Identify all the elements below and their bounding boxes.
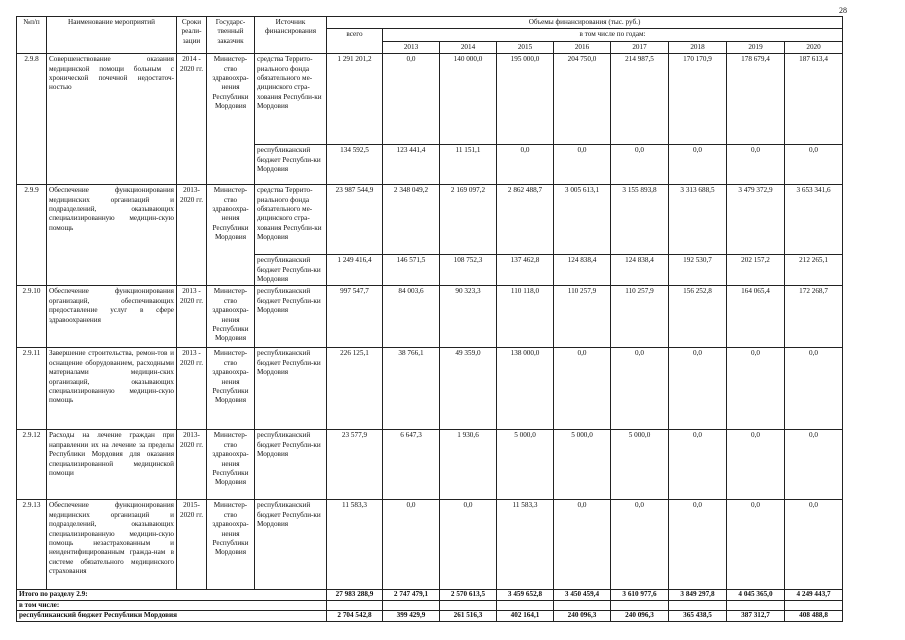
total-amount: 226 125,1 — [327, 348, 383, 430]
summary-year-amount: 402 164,1 — [497, 611, 554, 621]
year-amount: 0,0 — [669, 500, 727, 590]
total-amount: 1 249 416,4 — [327, 255, 383, 286]
implementation-period: 2014 - 2020 гг. — [177, 54, 207, 185]
page-number: 28 — [839, 6, 847, 15]
year-amount: 2 348 049,2 — [383, 185, 440, 255]
year-amount: 0,0 — [611, 348, 669, 430]
year-amount: 192 530,7 — [669, 255, 727, 286]
funding-source: средства Террито-риального фонда обязательного ме-дицинского стра-хования Республи-ки Мордовия — [255, 185, 327, 255]
summary-label: республиканский бюджет Республики Мордовия — [17, 611, 327, 621]
year-amount: 140 000,0 — [440, 54, 497, 145]
year-amount: 164 065,4 — [727, 286, 785, 348]
header-by-year: в том числе по годам: — [383, 29, 843, 41]
total-amount: 23 987 544,9 — [327, 185, 383, 255]
year-amount: 0,0 — [383, 500, 440, 590]
year-amount: 3 653 341,6 — [785, 185, 843, 255]
year-amount: 3 479 372,9 — [727, 185, 785, 255]
summary-year-amount: 3 849 297,8 — [669, 590, 727, 600]
year-amount: 214 987,5 — [611, 54, 669, 145]
row-number: 2.9.8 — [17, 54, 47, 185]
summary-year-amount — [383, 600, 440, 610]
state-customer: Министер-ство здравоохра-нения Республики Мордовия — [207, 286, 255, 348]
summary-year-amount — [440, 600, 497, 610]
state-customer: Министер-ство здравоохра-нения Республики Мордовия — [207, 54, 255, 185]
summary-year-amount: 365 438,5 — [669, 611, 727, 621]
summary-year-amount — [554, 600, 611, 610]
year-amount: 0,0 — [669, 348, 727, 430]
year-amount: 0,0 — [727, 430, 785, 500]
header-year: 2019 — [727, 41, 785, 53]
funding-source: республиканский бюджет Республи-ки Мордовия — [255, 145, 327, 185]
year-amount: 137 462,8 — [497, 255, 554, 286]
year-amount: 1 930,6 — [440, 430, 497, 500]
year-amount: 0,0 — [669, 430, 727, 500]
year-amount: 0,0 — [669, 145, 727, 185]
summary-year-amount: 240 096,3 — [611, 611, 669, 621]
activity-name: Расходы на лечение граждан при направлении их на лечение за пределы Республики Мордовия для оказания специализированной медицинской помощи — [47, 430, 177, 500]
summary-total: 27 983 288,9 — [327, 590, 383, 600]
year-amount: 123 441,4 — [383, 145, 440, 185]
year-amount: 84 003,6 — [383, 286, 440, 348]
year-amount: 49 359,0 — [440, 348, 497, 430]
year-amount: 0,0 — [554, 348, 611, 430]
total-amount: 23 577,9 — [327, 430, 383, 500]
funding-source: средства Террито-риального фонда обязательного ме-дицинского стра-хования Республи-ки Мордовия — [255, 54, 327, 145]
funding-source: республиканский бюджет Республи-ки Мордовия — [255, 430, 327, 500]
year-amount: 156 252,8 — [669, 286, 727, 348]
summary-year-amount: 387 312,7 — [727, 611, 785, 621]
year-amount: 170 170,9 — [669, 54, 727, 145]
year-amount: 0,0 — [727, 500, 785, 590]
summary-year-amount: 399 429,9 — [383, 611, 440, 621]
summary-row — [17, 611, 843, 621]
implementation-period: 2013 - 2020 гг. — [177, 286, 207, 348]
header-total: всего — [327, 29, 383, 54]
implementation-period: 2013-2020 гг. — [177, 430, 207, 500]
year-amount: 5 000,0 — [497, 430, 554, 500]
header-year: 2017 — [611, 41, 669, 53]
summary-year-amount — [727, 600, 785, 610]
year-amount: 0,0 — [727, 348, 785, 430]
table-row — [17, 54, 843, 145]
year-amount: 172 268,7 — [785, 286, 843, 348]
row-number: 2.9.13 — [17, 500, 47, 590]
summary-year-amount: 4 249 443,7 — [785, 590, 843, 600]
funding-source: республиканский бюджет Республи-ки Мордовия — [255, 286, 327, 348]
year-amount: 3 155 893,8 — [611, 185, 669, 255]
summary-total: 2 704 542,8 — [327, 611, 383, 621]
year-amount: 11 583,3 — [497, 500, 554, 590]
total-amount: 997 547,7 — [327, 286, 383, 348]
total-amount: 1 291 201,2 — [327, 54, 383, 145]
summary-year-amount — [611, 600, 669, 610]
year-amount: 146 571,5 — [383, 255, 440, 286]
header-customer: Государс-твенный заказчик — [207, 17, 255, 54]
activity-name: Обеспечение функционирования медицинских организаций и подразделений, оказывающих специализированную медицин-скую помощь незастрахованным и неидентифицированным гражда-нам в системе обязательного медицинского страхования — [47, 500, 177, 590]
year-amount: 5 000,0 — [554, 430, 611, 500]
summary-year-amount — [497, 600, 554, 610]
table-row — [17, 286, 843, 348]
year-amount: 110 257,9 — [554, 286, 611, 348]
year-amount: 108 752,3 — [440, 255, 497, 286]
summary-row — [17, 590, 843, 600]
header-volumes: Объемы финансирования (тыс. руб.) — [327, 17, 843, 29]
row-number: 2.9.10 — [17, 286, 47, 348]
activity-name: Завершение строительства, ремон-тов и оснащение оборудованием, расходными материалами медицин-ских организаций, оказывающих специализированную медицин-скую помощь — [47, 348, 177, 430]
header-year: 2020 — [785, 41, 843, 53]
header-source: Источник финансирования — [255, 17, 327, 54]
funding-source: республиканский бюджет Республи-ки Мордовия — [255, 255, 327, 286]
year-amount: 2 862 488,7 — [497, 185, 554, 255]
year-amount: 0,0 — [554, 500, 611, 590]
year-amount: 204 750,0 — [554, 54, 611, 145]
summary-year-amount: 240 096,3 — [554, 611, 611, 621]
activity-name: Обеспечение функционирования организаций, обеспечивающих предоставление услуг в сфере здравоохранения — [47, 286, 177, 348]
header-num: №п/п — [17, 17, 47, 54]
summary-row — [17, 600, 843, 610]
summary-total — [327, 600, 383, 610]
summary-year-amount: 2 570 613,5 — [440, 590, 497, 600]
summary-year-amount: 2 747 479,1 — [383, 590, 440, 600]
funding-source: республиканский бюджет Республи-ки Мордовия — [255, 348, 327, 430]
year-amount: 124 838,4 — [611, 255, 669, 286]
year-amount: 0,0 — [785, 430, 843, 500]
row-number: 2.9.11 — [17, 348, 47, 430]
year-amount: 195 000,0 — [497, 54, 554, 145]
summary-label: в том числе: — [17, 600, 327, 610]
summary-year-amount: 3 610 977,6 — [611, 590, 669, 600]
table-row — [17, 348, 843, 430]
summary-year-amount: 3 450 459,4 — [554, 590, 611, 600]
total-amount: 134 592,5 — [327, 145, 383, 185]
summary-year-amount: 408 488,8 — [785, 611, 843, 621]
year-amount: 3 313 688,5 — [669, 185, 727, 255]
header-year: 2014 — [440, 41, 497, 53]
header-name: Наименование мероприятий — [47, 17, 177, 54]
state-customer: Министер-ство здравоохра-нения Республики Мордовия — [207, 430, 255, 500]
year-amount: 11 151,1 — [440, 145, 497, 185]
year-amount: 0,0 — [554, 145, 611, 185]
year-amount: 6 647,3 — [383, 430, 440, 500]
year-amount: 3 005 613,1 — [554, 185, 611, 255]
total-amount: 11 583,3 — [327, 500, 383, 590]
implementation-period: 2013-2020 гг. — [177, 185, 207, 286]
header-year: 2015 — [497, 41, 554, 53]
year-amount: 187 613,4 — [785, 54, 843, 145]
summary-year-amount — [669, 600, 727, 610]
summary-year-amount: 261 516,3 — [440, 611, 497, 621]
state-customer: Министер-ство здравоохра-нения Республики Мордовия — [207, 348, 255, 430]
year-amount: 110 118,0 — [497, 286, 554, 348]
year-amount: 124 838,4 — [554, 255, 611, 286]
activity-name: Совершенствование оказания медицинской помощи больным с хронической почечной недостаточ-ностью — [47, 54, 177, 185]
summary-year-amount: 4 045 365,0 — [727, 590, 785, 600]
year-amount: 0,0 — [383, 54, 440, 145]
table-row — [17, 500, 843, 590]
table-row — [17, 185, 843, 255]
year-amount: 212 265,1 — [785, 255, 843, 286]
summary-year-amount: 3 459 652,8 — [497, 590, 554, 600]
year-amount: 5 000,0 — [611, 430, 669, 500]
year-amount: 38 766,1 — [383, 348, 440, 430]
year-amount: 0,0 — [611, 145, 669, 185]
year-amount: 0,0 — [727, 145, 785, 185]
funding-source: республиканский бюджет Республи-ки Мордовия — [255, 500, 327, 590]
year-amount: 0,0 — [497, 145, 554, 185]
year-amount: 0,0 — [785, 500, 843, 590]
header-year: 2018 — [669, 41, 727, 53]
year-amount: 0,0 — [611, 500, 669, 590]
financing-table — [16, 16, 843, 622]
header-year: 2016 — [554, 41, 611, 53]
summary-label: Итого по разделу 2.9: — [17, 590, 327, 600]
header-year: 2013 — [383, 41, 440, 53]
year-amount: 0,0 — [785, 348, 843, 430]
state-customer: Министер-ство здравоохра-нения Республики Мордовия — [207, 500, 255, 590]
summary-year-amount — [785, 600, 843, 610]
implementation-period: 2013 - 2020 гг. — [177, 348, 207, 430]
year-amount: 138 000,0 — [497, 348, 554, 430]
year-amount: 110 257,9 — [611, 286, 669, 348]
implementation-period: 2015-2020 гг. — [177, 500, 207, 590]
activity-name: Обеспечение функционирования медицинских организаций и подразделений, оказывающих специализированную медицин-скую помощь — [47, 185, 177, 286]
year-amount: 0,0 — [785, 145, 843, 185]
year-amount: 178 679,4 — [727, 54, 785, 145]
row-number: 2.9.9 — [17, 185, 47, 286]
table-row — [17, 430, 843, 500]
row-number: 2.9.12 — [17, 430, 47, 500]
year-amount: 0,0 — [440, 500, 497, 590]
year-amount: 2 169 097,2 — [440, 185, 497, 255]
year-amount: 90 323,3 — [440, 286, 497, 348]
year-amount: 202 157,2 — [727, 255, 785, 286]
header-period: Сроки реали-зации — [177, 17, 207, 54]
state-customer: Министер-ство здравоохра-нения Республики Мордовия — [207, 185, 255, 286]
